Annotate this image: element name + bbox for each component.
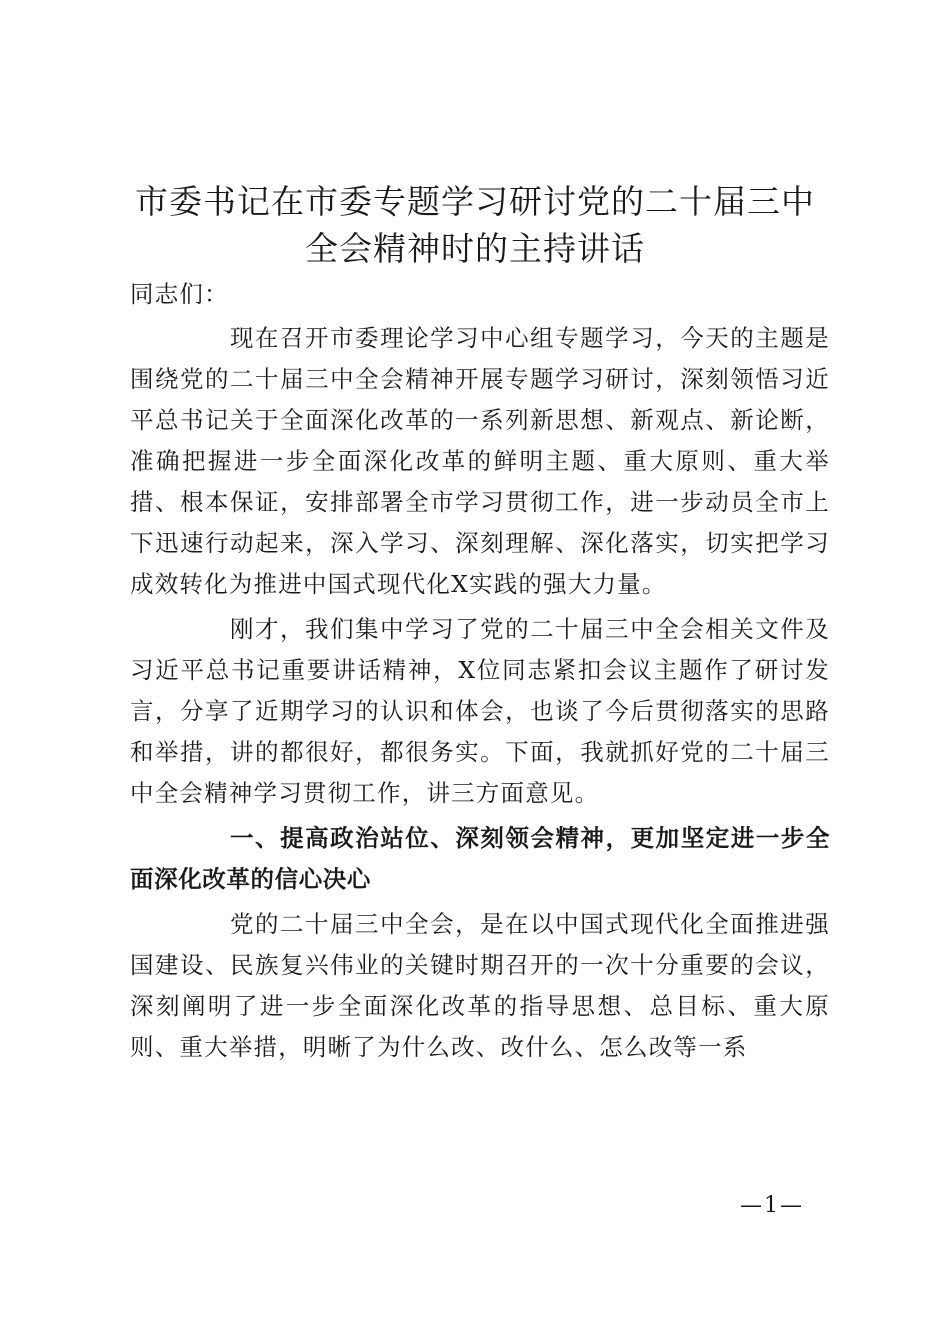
paragraph-1: 现在召开市委理论学习中心组专题学习，今天的主题是围绕党的二十届三中全会精神开展专题学习研讨，深刻领悟习近平总书记关于全面深化改革的一系列新思想、新观点、新论断，准确把握进一步全面深化改革的鲜明主题、重大原则、重大举措、根本保证，安排部署全市学习贯彻工作，进一步动员全市上下迅速行动起来，深入学习、深刻理解、深化落实，切实把学习成效转化为推进中国式现代化X实践的强大力量。 (130, 324, 830, 598)
title-line-1: 市委书记在市委专题学习研讨党的二十届三中 (135, 182, 815, 221)
paragraph-3: 党的二十届三中全会，是在以中国式现代化全面推进强国建设、民族复兴伟业的关键时期召开的一次十分重要的会议，深刻阐明了进一步全面深化改革的指导思想、总目标、重大原则、重大举措，明晰了为什么改、改什么、怎么改等一系 (130, 910, 830, 1061)
salutation: 同志们： (130, 280, 229, 308)
title-line-2: 全会精神时的主持讲话 (305, 229, 645, 268)
page-number: —1— (740, 1193, 804, 1218)
section-heading-1: 一、提高政治站位、深刻领会精神，更加坚定进一步全面深化改革的信心决心 (130, 824, 830, 893)
document-body (130, 274, 830, 1068)
paragraph-2: 刚才，我们集中学习了党的二十届三中全会相关文件及习近平总书记重要讲话精神，X位同志紧扣会议主题作了研讨发言，分享了近期学习的认识和体会，也谈了今后贯彻落实的思路和举措，讲的都很好，都很务实。下面，我就抓好党的二十届三中全会精神学习贯彻工作，讲三方面意见。 (130, 615, 830, 807)
document-title (110, 178, 840, 272)
